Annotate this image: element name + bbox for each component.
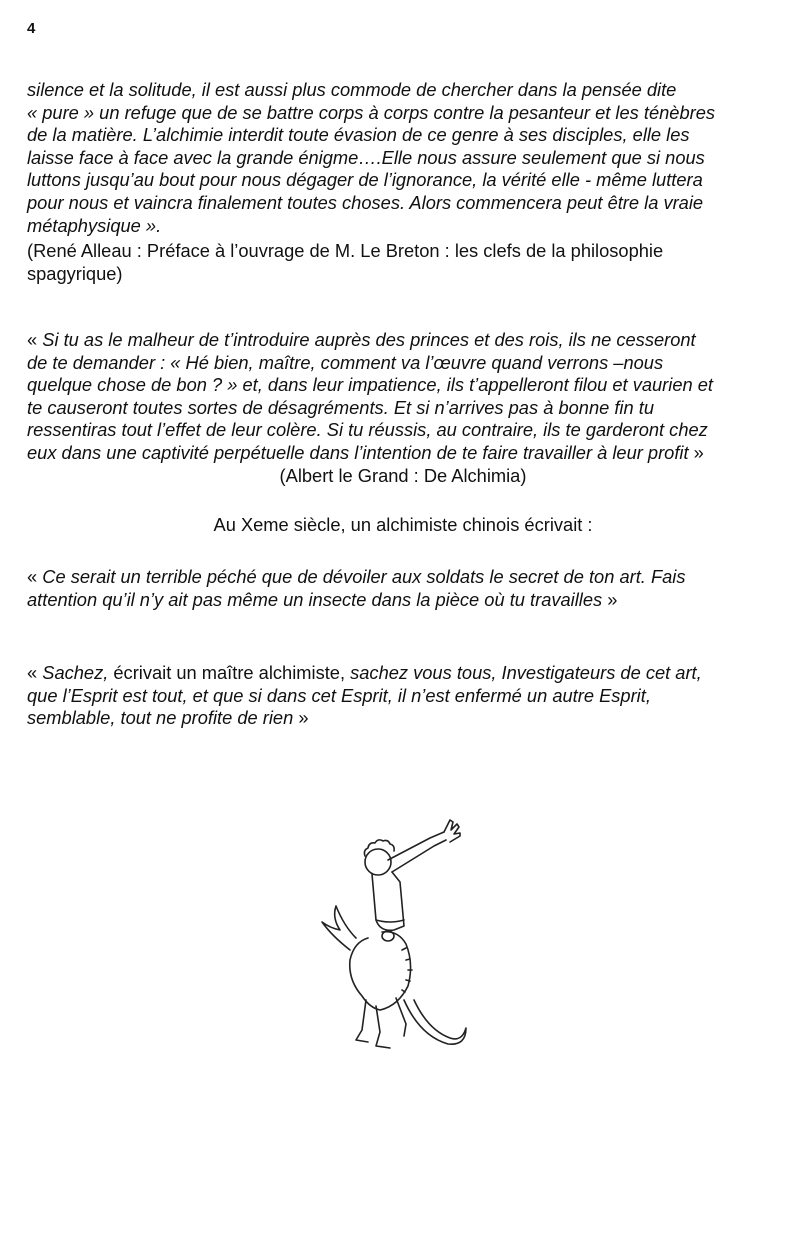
- chinese-quote-text: Ce serait un terrible péché que de dévoiler aux soldats le secret de ton art. Fais: [37, 566, 686, 587]
- chinese-quote-block: [27, 566, 779, 611]
- sachez-quote-text: semblable, tout ne profite de rien: [27, 707, 299, 729]
- figure-hand: [444, 820, 460, 842]
- sachez-quote-block: [27, 662, 779, 730]
- albert-quote-line: de te demander : « Hé bien, maître, comment va l’œuvre quand verrons –nous: [27, 351, 664, 373]
- sachez-quote-text: Sachez,: [37, 662, 114, 683]
- sachez-quote-line: [27, 662, 779, 685]
- open-guillemet: «: [27, 662, 38, 683]
- chinese-intro: Au Xeme siècle, un alchimiste chinois écrivait :: [213, 514, 593, 535]
- open-guillemet: «: [27, 566, 38, 587]
- figure-head: [365, 849, 391, 875]
- open-guillemet: «: [27, 329, 38, 350]
- beast-body: [350, 932, 411, 1010]
- albert-citation: (Albert le Grand : De Alchimia): [279, 464, 527, 486]
- albert-quote-text: Si tu as le malheur de t’introduire auprès des princes et des rois, ils ne cesseront: [37, 329, 696, 350]
- sachez-quote-text: sachez vous tous, Investigateurs de cet art,: [350, 662, 702, 683]
- chinese-quote-line: [27, 589, 779, 612]
- beast-leg-middle: [376, 1006, 390, 1048]
- alleau-quote-line: silence et la solitude, il est aussi plus commode de chercher dans la pensée dite: [27, 79, 677, 100]
- alleau-quote-block: [27, 79, 779, 285]
- chinese-quote-line: [27, 566, 779, 589]
- figure-arm-lower: [392, 840, 446, 872]
- albert-quote-line: te causeront toutes sortes de désagréments. Et si n’arrives pas à bonne fin tu: [27, 396, 654, 418]
- albert-quote-line: ressentiras tout l’effet de leur colère. Si tu réussis, au contraire, ils te garderont chez: [27, 419, 708, 441]
- close-guillemet: »: [607, 588, 618, 610]
- albert-quote-block: [27, 329, 779, 487]
- alleau-quote-line: luttons jusqu’au bout pour nous dégager de l’ignorance, la vérité elle - même luttera: [27, 169, 703, 191]
- alleau-quote-line: « pure » un refuge que de se battre corps à corps contre la pesanteur et les ténèbres: [27, 101, 716, 123]
- alleau-citation-line: (René Alleau : Préface à l’ouvrage de M. Le Breton : les clefs de la philosophie: [27, 240, 664, 262]
- chinese-quote-text: attention qu’il n’y ait pas même un insecte dans la pièce où tu travailles: [27, 588, 608, 610]
- close-guillemet: »: [693, 441, 704, 463]
- page-number: 4: [27, 20, 36, 37]
- beast-head: [322, 906, 356, 950]
- albert-quote-text: eux dans une captivité perpétuelle dans l’intention de te faire travailler à leur profit: [27, 441, 694, 463]
- alleau-citation-line: spagyrique): [27, 262, 123, 284]
- albert-quote-line: quelque chose de bon ? » et, dans leur impatience, ils t’appelleront filou et vaurien et: [27, 374, 713, 396]
- alleau-quote-line: pour nous et vaincra finalement toutes choses. Alors commencera peut être la vraie: [27, 191, 704, 213]
- beast-tail: [404, 1000, 466, 1044]
- beast-leg-front: [356, 1000, 368, 1042]
- albert-quote-line: [27, 329, 779, 352]
- albert-quote-line: [27, 442, 779, 465]
- sachez-quote-line: [27, 707, 779, 730]
- sachez-quote-line: que l’Esprit est tout, et que si dans cet Esprit, il n’est enfermé un autre Esprit,: [27, 684, 651, 706]
- figure-belt: [376, 920, 404, 922]
- sachez-attribution-text: écrivait un maître alchimiste,: [113, 662, 351, 683]
- figure-riding-beast-drawing: [310, 810, 490, 1065]
- beast-fur: [402, 948, 412, 992]
- beast-leg-back: [396, 998, 406, 1036]
- close-guillemet: »: [298, 707, 309, 729]
- alleau-quote-line: de la matière. L’alchimie interdit toute évasion de ce genre à ses disciples, elle les: [27, 124, 690, 146]
- alleau-quote-line: métaphysique ».: [27, 214, 162, 236]
- alleau-quote-line: laisse face à face avec la grande énigme….Elle nous assure seulement que si nous: [27, 146, 705, 168]
